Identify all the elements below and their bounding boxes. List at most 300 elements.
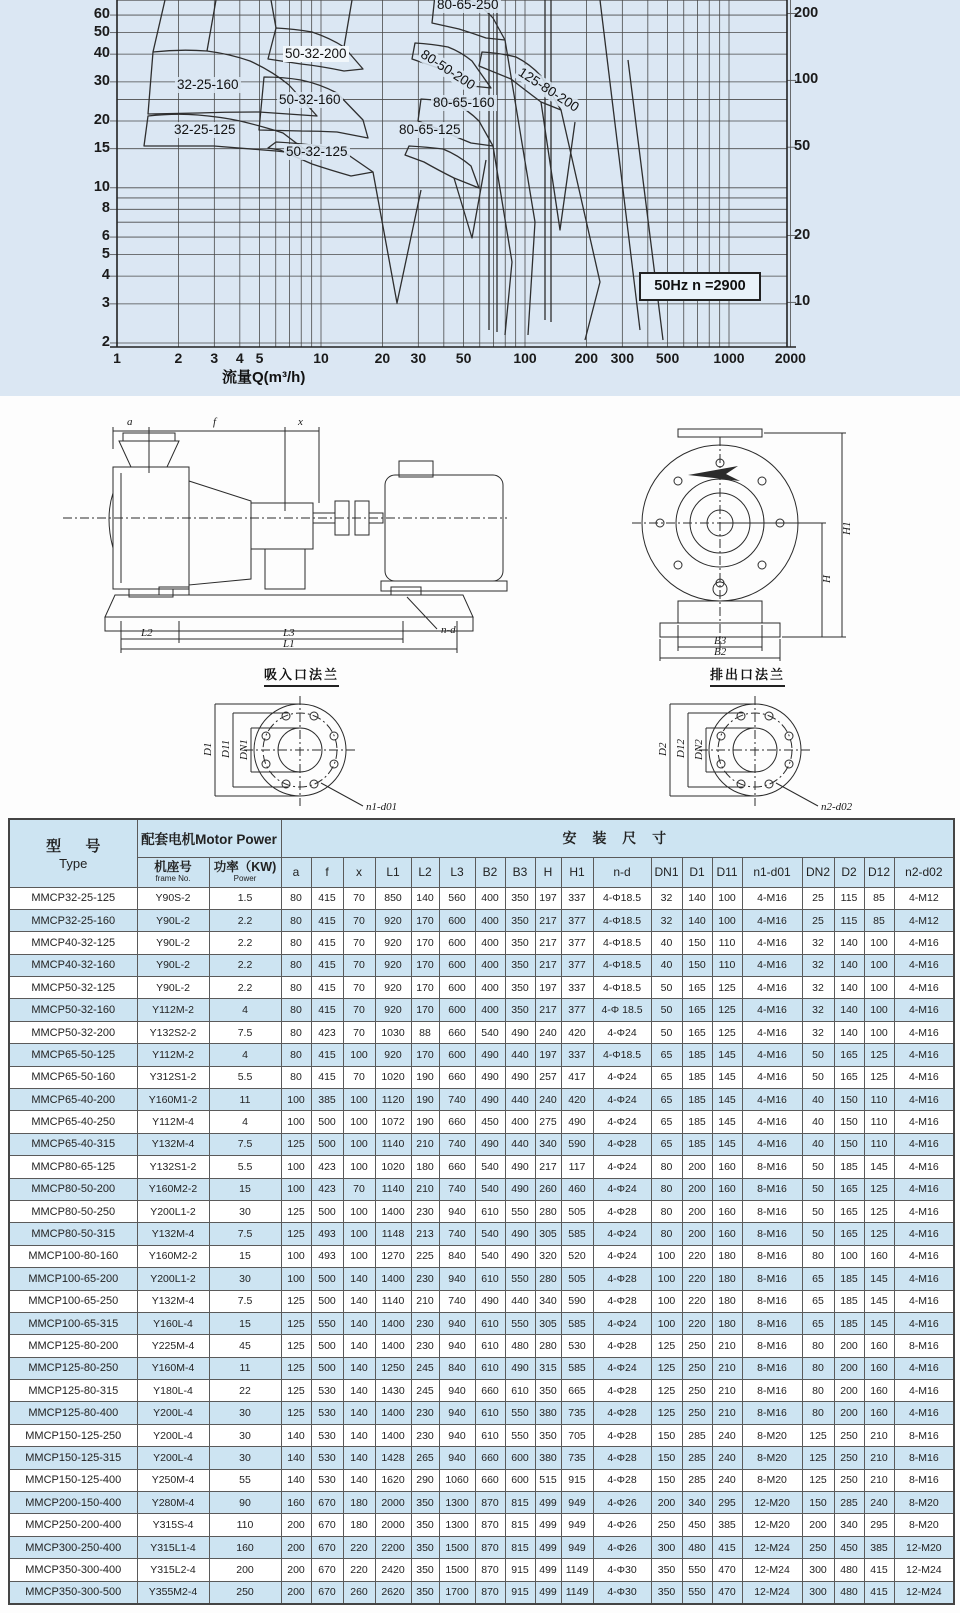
header-dim-B3: B3 <box>505 857 535 887</box>
model-cell: MMCP250-200-400 <box>9 1514 137 1536</box>
value-cell: 4-M16 <box>742 1111 802 1133</box>
value-cell: 80 <box>802 1335 834 1357</box>
value-cell: 257 <box>535 1066 561 1088</box>
value-cell: Y112M-2 <box>137 999 209 1021</box>
value-cell: 11 <box>209 1089 281 1111</box>
value-cell: 4-M16 <box>894 1245 954 1267</box>
value-cell: 949 <box>561 1514 593 1536</box>
value-cell: 8-M16 <box>894 1469 954 1491</box>
value-cell: 210 <box>864 1469 894 1491</box>
value-cell: 8-M20 <box>742 1424 802 1446</box>
value-cell: 125 <box>281 1402 311 1424</box>
dim-label-a: a <box>127 416 133 428</box>
value-cell: 4-M12 <box>894 909 954 931</box>
header-dim-n-d: n-d <box>593 857 651 887</box>
region-label-80-50-200: 80-50-200 <box>416 45 480 94</box>
value-cell: 540 <box>475 1178 505 1200</box>
value-cell: 500 <box>311 1290 343 1312</box>
value-cell: 490 <box>475 1066 505 1088</box>
value-cell: 150 <box>682 932 712 954</box>
value-cell: 1140 <box>375 1178 411 1200</box>
value-cell: 337 <box>561 977 593 999</box>
value-cell: 25 <box>802 887 834 909</box>
dim-label-d12: D12 <box>675 739 687 758</box>
model-cell: MMCP40-32-160 <box>9 954 137 976</box>
header-dim-DN1: DN1 <box>651 857 682 887</box>
value-cell: 4-M16 <box>894 954 954 976</box>
model-cell: MMCP100-65-250 <box>9 1290 137 1312</box>
y-left-tick-label: 4 <box>101 267 110 284</box>
value-cell: Y280M-4 <box>137 1492 209 1514</box>
value-cell: 2200 <box>375 1536 411 1558</box>
value-cell: 530 <box>561 1335 593 1357</box>
value-cell: 4-M16 <box>894 1312 954 1334</box>
value-cell: 185 <box>834 1290 864 1312</box>
value-cell: 165 <box>682 977 712 999</box>
value-cell: 870 <box>475 1559 505 1581</box>
value-cell: 50 <box>651 999 682 1021</box>
y-left-tick-label: 20 <box>93 111 110 128</box>
header-type <box>9 819 137 887</box>
pump-spec-table <box>8 818 955 1605</box>
value-cell: 560 <box>439 887 475 909</box>
value-cell: 200 <box>281 1581 311 1604</box>
value-cell: 4-M16 <box>894 1111 954 1133</box>
value-cell: 140 <box>834 999 864 1021</box>
value-cell: 1120 <box>375 1089 411 1111</box>
value-cell: 50 <box>802 1044 834 1066</box>
value-cell: 415 <box>311 1066 343 1088</box>
value-cell: 65 <box>802 1290 834 1312</box>
suction-flange-drawing <box>140 688 470 815</box>
value-cell: 420 <box>561 1089 593 1111</box>
value-cell: 125 <box>651 1402 682 1424</box>
value-cell: 230 <box>411 1312 439 1334</box>
table-row <box>9 887 954 909</box>
value-cell: 417 <box>561 1066 593 1088</box>
value-cell: 4 <box>209 1111 281 1133</box>
x-tick-label: 500 <box>655 350 680 366</box>
value-cell: 870 <box>475 1514 505 1536</box>
table-row <box>9 977 954 999</box>
table-row <box>9 1200 954 1222</box>
value-cell: 600 <box>439 954 475 976</box>
value-cell: 4-Φ24 <box>593 1111 651 1133</box>
value-cell: 170 <box>411 999 439 1021</box>
value-cell: 100 <box>864 999 894 1021</box>
value-cell: 423 <box>311 1156 343 1178</box>
table-row <box>9 1380 954 1402</box>
table-row <box>9 1469 954 1491</box>
value-cell: 210 <box>712 1380 742 1402</box>
value-cell: 400 <box>475 887 505 909</box>
discharge-flange-drawing <box>585 688 915 815</box>
value-cell: 530 <box>311 1424 343 1446</box>
header-dim-D1: D1 <box>682 857 712 887</box>
region-label-32-25-160: 32-25-160 <box>177 77 239 92</box>
value-cell: 100 <box>864 932 894 954</box>
value-cell: 30 <box>209 1268 281 1290</box>
value-cell: 4-M16 <box>742 932 802 954</box>
value-cell: 940 <box>439 1200 475 1222</box>
table-row <box>9 1089 954 1111</box>
region-label-50-32-125: 50-32-125 <box>286 144 348 159</box>
value-cell: 140 <box>343 1335 375 1357</box>
value-cell: 265 <box>411 1447 439 1469</box>
value-cell: 490 <box>561 1111 593 1133</box>
value-cell: 88 <box>411 1021 439 1043</box>
value-cell: 2620 <box>375 1581 411 1604</box>
y-left-tick-label: 5 <box>101 245 110 262</box>
value-cell: 170 <box>411 954 439 976</box>
dim-label-n1-d01: n1-d01 <box>366 801 398 813</box>
value-cell: 213 <box>411 1223 439 1245</box>
value-cell: 4-Φ30 <box>593 1581 651 1604</box>
value-cell: 80 <box>281 1044 311 1066</box>
dim-label-f: f <box>213 416 217 428</box>
model-cell: MMCP32-25-160 <box>9 909 137 931</box>
value-cell: 12-M20 <box>742 1492 802 1514</box>
x-tick-label: 50 <box>455 350 472 366</box>
value-cell: 740 <box>439 1223 475 1245</box>
value-cell: 300 <box>802 1559 834 1581</box>
value-cell: 920 <box>375 999 411 1021</box>
value-cell: 1500 <box>439 1559 475 1581</box>
value-cell: 1020 <box>375 1156 411 1178</box>
value-cell: 220 <box>343 1559 375 1581</box>
model-cell: MMCP200-150-400 <box>9 1492 137 1514</box>
value-cell: 660 <box>475 1469 505 1491</box>
value-cell: 140 <box>343 1402 375 1424</box>
value-cell: Y112M-4 <box>137 1111 209 1133</box>
header-dim-n2-d02: n2-d02 <box>894 857 954 887</box>
table-row <box>9 1178 954 1200</box>
dim-label-l1: L1 <box>283 638 295 650</box>
value-cell: 65 <box>651 1089 682 1111</box>
value-cell: 670 <box>311 1514 343 1536</box>
table-row <box>9 1111 954 1133</box>
value-cell: 140 <box>343 1290 375 1312</box>
value-cell: 350 <box>535 1380 561 1402</box>
value-cell: 500 <box>311 1133 343 1155</box>
value-cell: 70 <box>343 954 375 976</box>
value-cell: 185 <box>834 1312 864 1334</box>
table-row <box>9 1402 954 1424</box>
header-dim-D2: D2 <box>834 857 864 887</box>
header-dim-D11: D11 <box>712 857 742 887</box>
table-row <box>9 999 954 1021</box>
value-cell: 585 <box>561 1312 593 1334</box>
value-cell: 8-M16 <box>742 1178 802 1200</box>
value-cell: 145 <box>712 1044 742 1066</box>
value-cell: 705 <box>561 1424 593 1446</box>
value-cell: 80 <box>281 1066 311 1088</box>
value-cell: Y315L2-4 <box>137 1559 209 1581</box>
value-cell: 920 <box>375 909 411 931</box>
value-cell: 870 <box>475 1536 505 1558</box>
value-cell: 210 <box>411 1290 439 1312</box>
value-cell: 170 <box>411 932 439 954</box>
value-cell: Y200L1-2 <box>137 1268 209 1290</box>
model-cell: MMCP150-125-400 <box>9 1469 137 1491</box>
value-cell: 660 <box>475 1380 505 1402</box>
value-cell: 145 <box>712 1111 742 1133</box>
value-cell: 40 <box>802 1111 834 1133</box>
value-cell: 940 <box>439 1268 475 1290</box>
value-cell: 285 <box>682 1424 712 1446</box>
value-cell: Y355M2-4 <box>137 1581 209 1604</box>
value-cell: 160 <box>712 1223 742 1245</box>
value-cell: 100 <box>834 1245 864 1267</box>
chart-canvas <box>0 0 960 396</box>
value-cell: 180 <box>712 1245 742 1267</box>
table-row <box>9 1492 954 1514</box>
model-cell: MMCP80-65-125 <box>9 1156 137 1178</box>
value-cell: 4-M16 <box>742 1089 802 1111</box>
value-cell: 8-M16 <box>742 1312 802 1334</box>
value-cell: 5.5 <box>209 1156 281 1178</box>
value-cell: 145 <box>864 1290 894 1312</box>
value-cell: 70 <box>343 909 375 931</box>
value-cell: 350 <box>505 999 535 1021</box>
value-cell: 740 <box>439 1290 475 1312</box>
value-cell: 1400 <box>375 1335 411 1357</box>
value-cell: 80 <box>281 954 311 976</box>
value-cell: 340 <box>535 1133 561 1155</box>
value-cell: 250 <box>682 1335 712 1357</box>
value-cell: 1140 <box>375 1290 411 1312</box>
value-cell: 610 <box>475 1335 505 1357</box>
value-cell: 285 <box>682 1469 712 1491</box>
value-cell: 870 <box>475 1492 505 1514</box>
value-cell: 550 <box>682 1581 712 1604</box>
value-cell: 145 <box>712 1066 742 1088</box>
dim-label-h: H <box>821 575 833 583</box>
table-row <box>9 1066 954 1088</box>
value-cell: 8-M16 <box>742 1357 802 1379</box>
value-cell: 70 <box>343 932 375 954</box>
value-cell: 125 <box>864 1066 894 1088</box>
value-cell: 500 <box>311 1335 343 1357</box>
model-cell: MMCP65-40-250 <box>9 1111 137 1133</box>
value-cell: 4-Φ28 <box>593 1380 651 1402</box>
value-cell: 100 <box>281 1089 311 1111</box>
value-cell: 70 <box>343 1066 375 1088</box>
value-cell: 210 <box>712 1402 742 1424</box>
y-left-tick-label: 60 <box>93 6 110 23</box>
value-cell: 240 <box>712 1469 742 1491</box>
value-cell: 160 <box>864 1357 894 1379</box>
value-cell: 1020 <box>375 1066 411 1088</box>
value-cell: 250 <box>682 1380 712 1402</box>
value-cell: 150 <box>834 1089 864 1111</box>
value-cell: 340 <box>535 1290 561 1312</box>
value-cell: 4-M16 <box>894 1380 954 1402</box>
value-cell: 4-M16 <box>894 1089 954 1111</box>
value-cell: 70 <box>343 999 375 1021</box>
value-cell: 32 <box>802 977 834 999</box>
header-dim-D12: D12 <box>864 857 894 887</box>
value-cell: 180 <box>343 1492 375 1514</box>
value-cell: 80 <box>651 1178 682 1200</box>
value-cell: 210 <box>712 1357 742 1379</box>
table-row <box>9 1021 954 1043</box>
value-cell: 2.2 <box>209 954 281 976</box>
value-cell: 815 <box>505 1514 535 1536</box>
value-cell: 160 <box>712 1200 742 1222</box>
value-cell: 920 <box>375 977 411 999</box>
value-cell: 50 <box>802 1066 834 1088</box>
value-cell: 377 <box>561 999 593 1021</box>
value-cell: 200 <box>682 1200 712 1222</box>
dim-label-b2: B2 <box>714 646 727 658</box>
value-cell: 7.5 <box>209 1021 281 1043</box>
value-cell: 490 <box>475 1290 505 1312</box>
model-cell: MMCP80-50-250 <box>9 1200 137 1222</box>
value-cell: 1428 <box>375 1447 411 1469</box>
value-cell: 670 <box>311 1536 343 1558</box>
value-cell: 140 <box>343 1447 375 1469</box>
value-cell: 250 <box>682 1357 712 1379</box>
value-cell: 1400 <box>375 1402 411 1424</box>
value-cell: 4-Φ24 <box>593 1178 651 1200</box>
value-cell: 4-M16 <box>742 887 802 909</box>
value-cell: 585 <box>561 1357 593 1379</box>
value-cell: 125 <box>712 1021 742 1043</box>
value-cell: 590 <box>561 1133 593 1155</box>
value-cell: 100 <box>651 1268 682 1290</box>
model-cell: MMCP65-40-200 <box>9 1089 137 1111</box>
value-cell: 350 <box>411 1559 439 1581</box>
value-cell: 50 <box>802 1156 834 1178</box>
value-cell: 415 <box>864 1559 894 1581</box>
value-cell: 4-M16 <box>742 1066 802 1088</box>
value-cell: 85 <box>864 909 894 931</box>
value-cell: 480 <box>834 1559 864 1581</box>
region-label-125-80-200: 125-80-200 <box>514 63 584 116</box>
x-tick-label: 200 <box>574 350 599 366</box>
value-cell: Y200L-4 <box>137 1447 209 1469</box>
value-cell: 80 <box>802 1402 834 1424</box>
value-cell: 490 <box>505 1021 535 1043</box>
value-cell: 65 <box>802 1312 834 1334</box>
value-cell: 12-M20 <box>742 1514 802 1536</box>
value-cell: 15 <box>209 1178 281 1200</box>
discharge-flange-title: 排出口法兰 <box>710 664 785 687</box>
value-cell: 2.2 <box>209 977 281 999</box>
value-cell: 4-M16 <box>742 909 802 931</box>
value-cell: 530 <box>311 1380 343 1402</box>
value-cell: 8-M20 <box>742 1447 802 1469</box>
table-row <box>9 1559 954 1581</box>
value-cell: 490 <box>505 1357 535 1379</box>
value-cell: 210 <box>864 1424 894 1446</box>
value-cell: 40 <box>802 1133 834 1155</box>
value-cell: 32 <box>651 909 682 931</box>
value-cell: 4-M16 <box>894 1178 954 1200</box>
value-cell: 125 <box>712 999 742 1021</box>
value-cell: 735 <box>561 1447 593 1469</box>
value-cell: 4-Φ24 <box>593 1089 651 1111</box>
model-cell: MMCP32-25-125 <box>9 887 137 909</box>
value-cell: 140 <box>281 1469 311 1491</box>
value-cell: 140 <box>343 1312 375 1334</box>
value-cell: 100 <box>651 1245 682 1267</box>
value-cell: 8-M16 <box>742 1156 802 1178</box>
value-cell: 4-Φ24 <box>593 1066 651 1088</box>
value-cell: 115 <box>834 887 864 909</box>
value-cell: 377 <box>561 909 593 931</box>
table-row <box>9 1268 954 1290</box>
value-cell: 200 <box>834 1402 864 1424</box>
pump-region-curves <box>144 0 663 340</box>
value-cell: 4-Φ24 <box>593 1312 651 1334</box>
region-label-80-65-250: 80-65-250 <box>435 0 501 13</box>
value-cell: 110 <box>864 1111 894 1133</box>
value-cell: 100 <box>281 1245 311 1267</box>
value-cell: 25 <box>802 909 834 931</box>
value-cell: 32 <box>802 1021 834 1043</box>
value-cell: 415 <box>311 977 343 999</box>
value-cell: 165 <box>834 1200 864 1222</box>
value-cell: 12-M24 <box>742 1559 802 1581</box>
value-cell: 12-M20 <box>894 1536 954 1558</box>
value-cell: 4-Φ28 <box>593 1133 651 1155</box>
model-cell: MMCP50-32-200 <box>9 1021 137 1043</box>
model-cell: MMCP300-250-400 <box>9 1536 137 1558</box>
value-cell: 145 <box>864 1156 894 1178</box>
x-axis-title: 流量Q(m³/h) <box>222 369 306 386</box>
value-cell: 920 <box>375 954 411 976</box>
value-cell: 125 <box>651 1380 682 1402</box>
table-row <box>9 1044 954 1066</box>
value-cell: 377 <box>561 932 593 954</box>
value-cell: 30 <box>209 1447 281 1469</box>
value-cell: 80 <box>651 1223 682 1245</box>
value-cell: 500 <box>311 1357 343 1379</box>
value-cell: 540 <box>475 1245 505 1267</box>
value-cell: 8-M16 <box>894 1447 954 1469</box>
value-cell: 140 <box>411 887 439 909</box>
x-tick-label: 20 <box>374 350 391 366</box>
value-cell: 470 <box>712 1559 742 1581</box>
value-cell: 100 <box>712 909 742 931</box>
y-right-tick-label: 10 <box>794 293 811 310</box>
value-cell: 1060 <box>439 1469 475 1491</box>
table-row <box>9 1335 954 1357</box>
value-cell: 150 <box>682 954 712 976</box>
value-cell: 4-Φ18.5 <box>593 887 651 909</box>
value-cell: Y160M-4 <box>137 1357 209 1379</box>
model-cell: MMCP125-80-400 <box>9 1402 137 1424</box>
value-cell: 499 <box>535 1559 561 1581</box>
value-cell: 50 <box>651 1021 682 1043</box>
value-cell: 125 <box>281 1357 311 1379</box>
value-cell: 505 <box>561 1268 593 1290</box>
value-cell: 540 <box>475 1223 505 1245</box>
value-cell: 80 <box>281 909 311 931</box>
value-cell: 190 <box>411 1111 439 1133</box>
value-cell: 240 <box>712 1424 742 1446</box>
value-cell: 940 <box>439 1335 475 1357</box>
value-cell: 660 <box>475 1447 505 1469</box>
value-cell: 100 <box>864 954 894 976</box>
value-cell: 4-M16 <box>894 1133 954 1155</box>
value-cell: 250 <box>834 1469 864 1491</box>
value-cell: 200 <box>834 1357 864 1379</box>
value-cell: 460 <box>561 1178 593 1200</box>
value-cell: 250 <box>651 1514 682 1536</box>
